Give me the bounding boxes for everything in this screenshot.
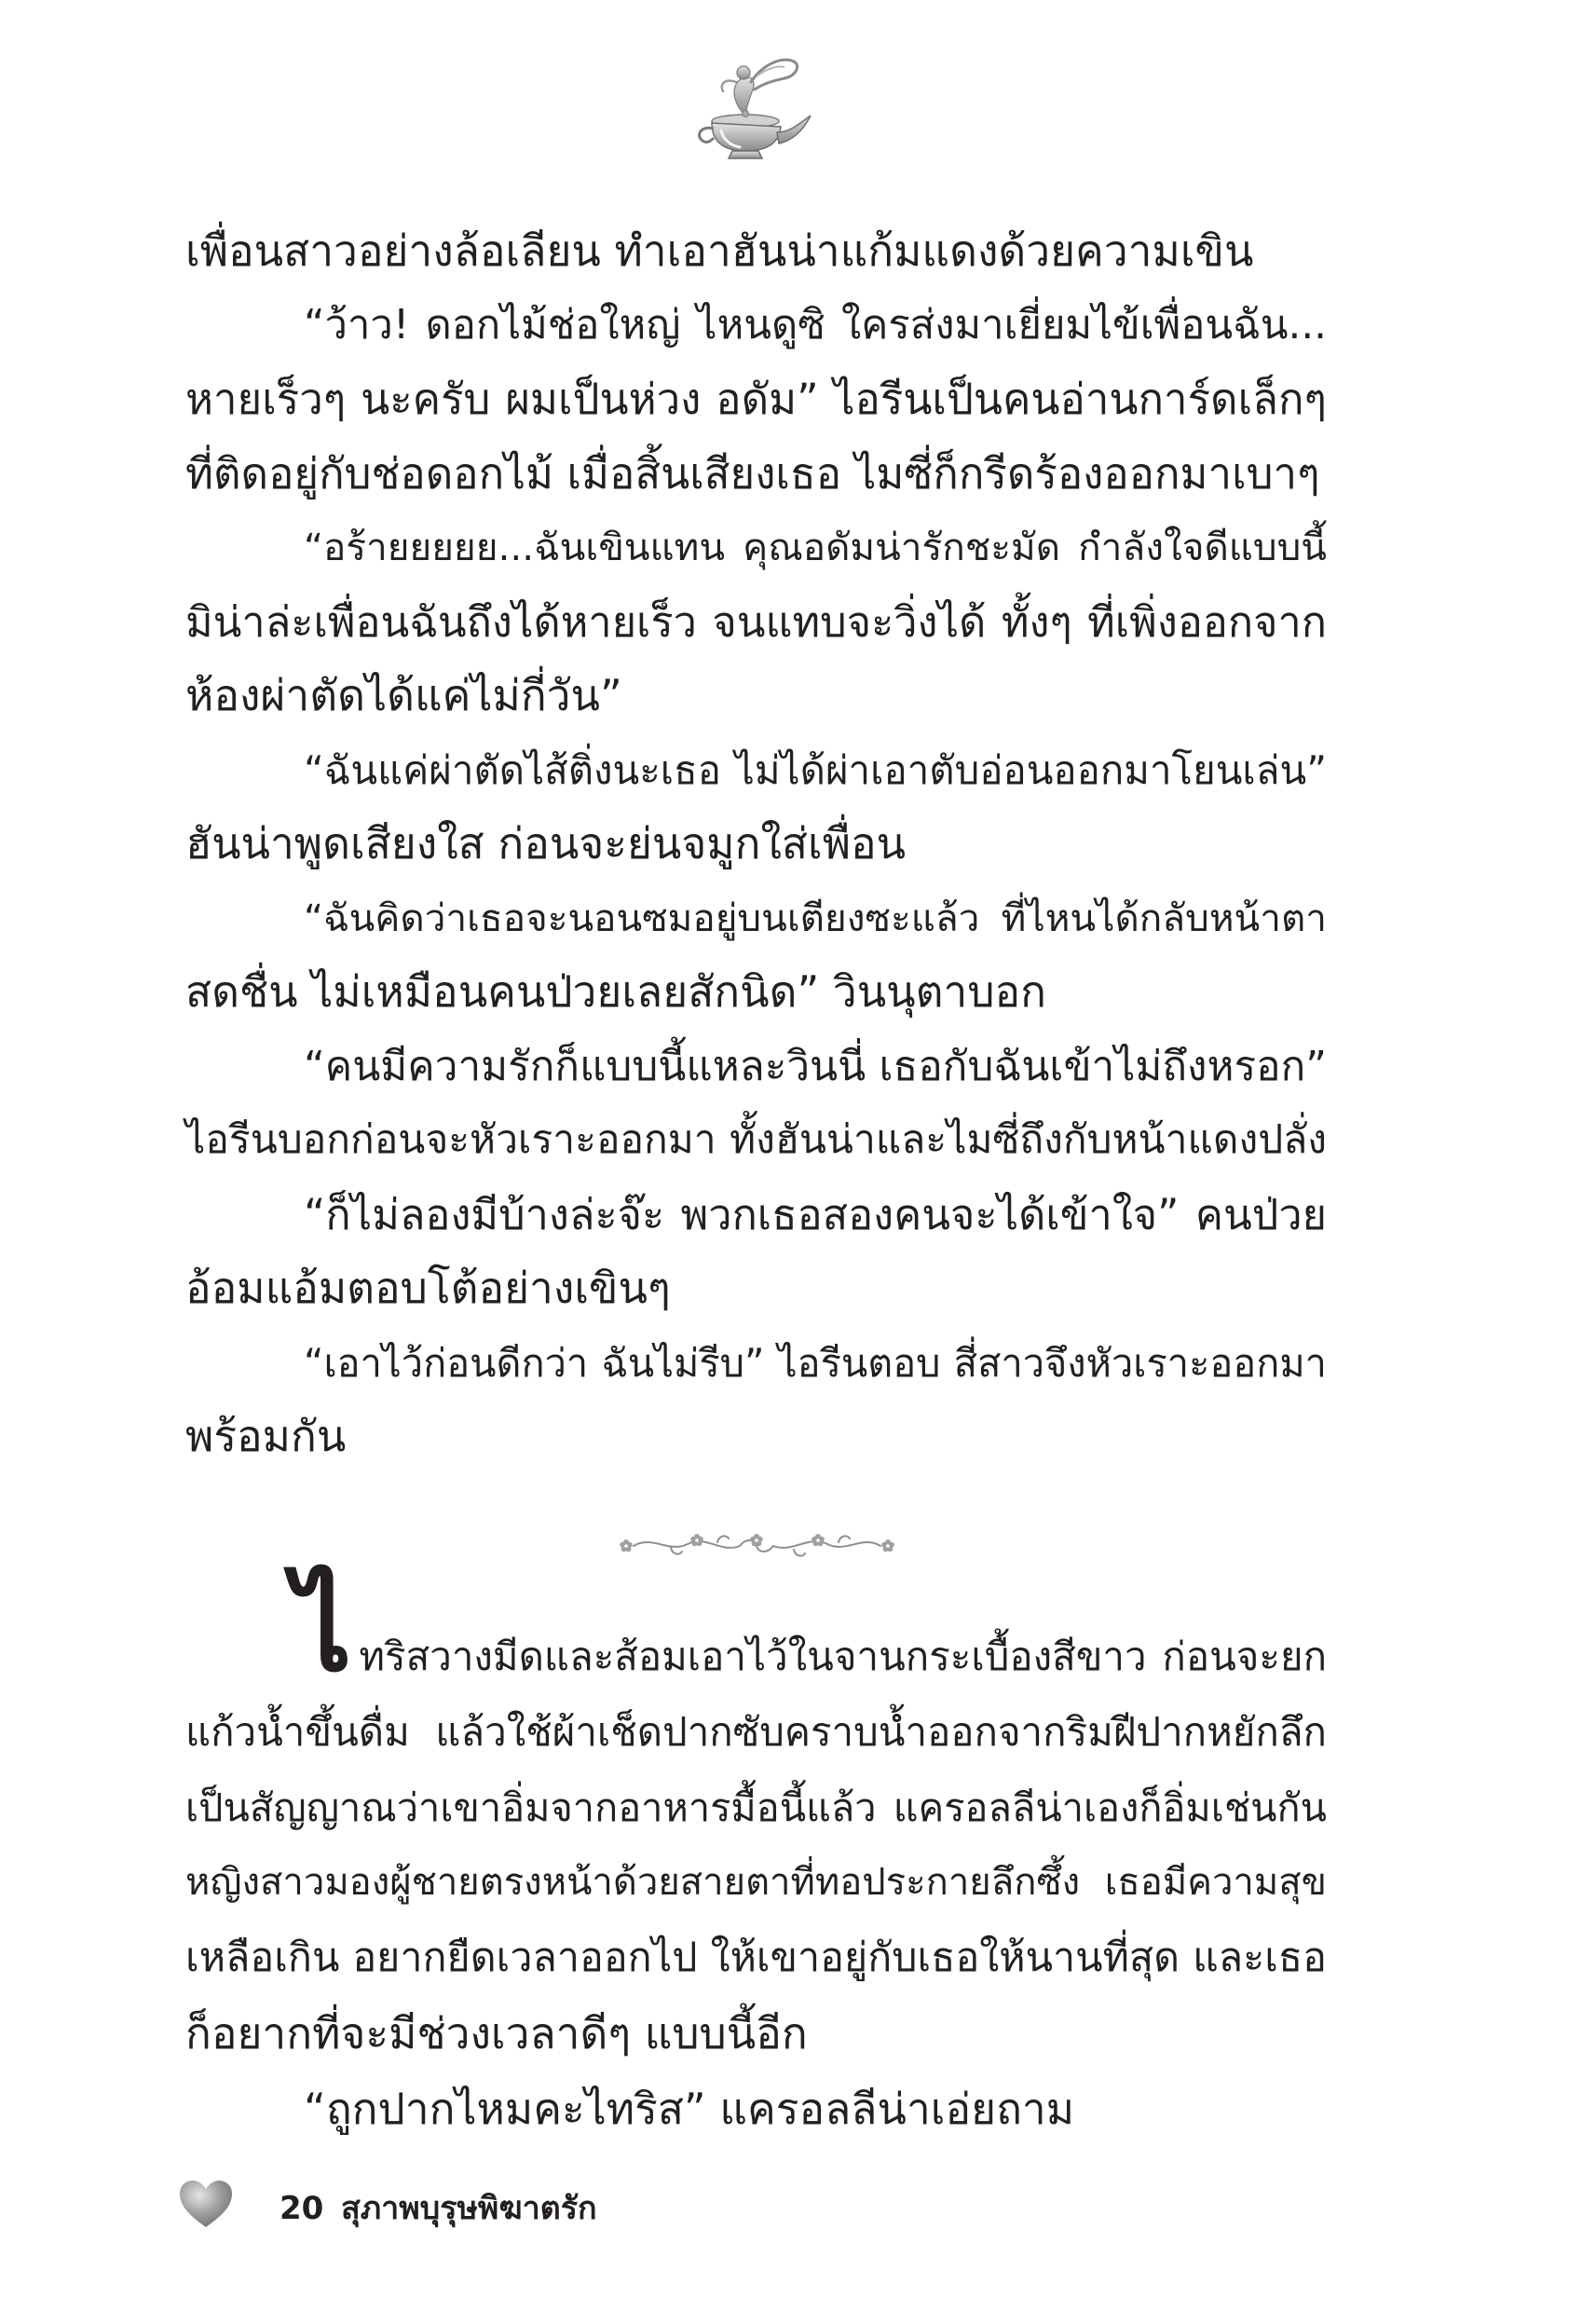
text-line: ห้องผ่าตัดได้แค่ไม่กี่วัน” <box>185 670 622 720</box>
text-line: ที่ติดอยู่กับช่อดอกไม้ เมื่อสิ้นเสียงเธอ ไมซี่ก็กรีดร้องออกมาเบาๆ <box>185 448 1320 499</box>
text-line: “ก็ไม่ลองมีบ้างล่ะจ๊ะ พวกเธอสองคนจะได้เข้าใจ” คนป่วย <box>304 1189 1327 1239</box>
paragraph <box>185 1326 1327 1474</box>
paragraph <box>185 2072 1327 2147</box>
paragraph <box>185 1178 1327 1326</box>
paragraph <box>185 511 1327 733</box>
text-line: “ฉันแค่ผ่าตัดไส้ติ่งนะเธอ ไม่ได้ผ่าเอาตับอ่อนออกมาโยนเล่น” <box>304 746 1327 793</box>
text-line <box>185 1564 1327 1698</box>
paragraph <box>185 733 1327 882</box>
text-line: “ว้าว! ดอกไม้ช่อใหญ่ ไหนดูซิ ใครส่งมาเยี่ยมไข้เพื่อนฉัน... <box>304 301 1327 349</box>
paragraph <box>185 289 1327 512</box>
text-line: ไอรีนบอกก่อนจะหัวเราะออกมา ทั้งฮันน่าและไมซี่ถึงกับหน้าแดงปลั่ง <box>185 1117 1327 1163</box>
paragraph <box>185 1030 1327 1178</box>
text-line: อ้อมแอ้มตอบโต้อย่างเขินๆ <box>185 1263 671 1313</box>
text-line: เพื่อนสาวอย่างล้อเลียน ทำเอาฮันน่าแก้มแดงด้วยความเขิน <box>185 226 1254 276</box>
text-line: เป็นสัญญาณว่าเขาอิ่มจากอาหารมื้อนี้แล้ว แครอลลีน่าเองก็อิ่มเช่นกัน <box>185 1785 1327 1830</box>
text-line: “เอาไว้ก่อนดีกว่า ฉันไม่รีบ” ไอรีนตอบ สี่สาวจึงหัวเราะออกมา <box>304 1339 1327 1386</box>
scene-section <box>185 214 1327 1474</box>
text-line: มิน่าล่ะเพื่อนฉันถึงได้หายเร็ว จนแทบจะวิ่งได้ ทั้งๆ ที่เพิ่งออกจาก <box>185 596 1327 647</box>
paragraph <box>185 214 1327 289</box>
paragraph <box>185 882 1327 1030</box>
text-line: “อร้ายยยยย...ฉันเขินแทน คุณอดัมน่ารักชะมัด กำลังใจดีแบบนี้ <box>304 525 1327 569</box>
drop-cap: ไ <box>293 1564 352 1698</box>
genie-lamp-icon <box>691 54 814 162</box>
text-line-content: ทริสวางมีดและส้อมเอาไว้ในจานกระเบื้องสีขาว ก่อนจะยก <box>359 1634 1327 1679</box>
heart-icon <box>178 2179 234 2231</box>
text-line: ก็อยากที่จะมีช่วงเวลาดีๆ แบบนี้อีก <box>185 2008 808 2058</box>
text-line: หายเร็วๆ นะครับ ผมเป็นห่วง อดัม” ไอรีนเป็นคนอ่านการ์ดเล็กๆ <box>185 375 1327 424</box>
text-line: “คนมีความรักก็แบบนี้แหละวินนี่ เธอกับฉันเข้าไม่ถึงหรอก” <box>304 1042 1327 1090</box>
floral-divider-icon <box>615 1527 899 1561</box>
text-line: “ถูกปากไหมคะไทริส” แครอลลีน่าเอ่ยถาม <box>304 2084 1075 2134</box>
text-line: เหลือเกิน อยากยืดเวลาออกไป ให้เขาอยู่กับเธอให้นานที่สุด และเธอ <box>185 1935 1327 1981</box>
text-line: สดชื่น ไม่เหมือนคนป่วยเลยสักนิด” วินนุตาบอก <box>185 966 1046 1017</box>
paragraph <box>185 1564 1327 2072</box>
text-line: แก้วน้ำขึ้นดื่ม แล้วใช้ผ้าเช็ดปากซับคราบน้ำออกจากริมฝีปากหยักลึก <box>185 1709 1327 1755</box>
text-line: หญิงสาวมองผู้ชายตรงหน้าด้วยสายตาที่ทอประกายลึกซึ้ง เธอมีความสุข <box>185 1861 1327 1904</box>
text-line: “ฉันคิดว่าเธอจะนอนซมอยู่บนเตียงซะแล้ว ที่ไหนได้กลับหน้าตา <box>304 895 1327 940</box>
text-line: พร้อมกัน <box>185 1411 347 1461</box>
book-title: สุภาพบุรุษพิฆาตรัก <box>341 2190 597 2227</box>
scene-section <box>185 1564 1327 2147</box>
page-number: 20 <box>280 2190 324 2227</box>
text-line: ฮันน่าพูดเสียงใส ก่อนจะย่นจมูกใส่เพื่อน <box>185 818 907 868</box>
